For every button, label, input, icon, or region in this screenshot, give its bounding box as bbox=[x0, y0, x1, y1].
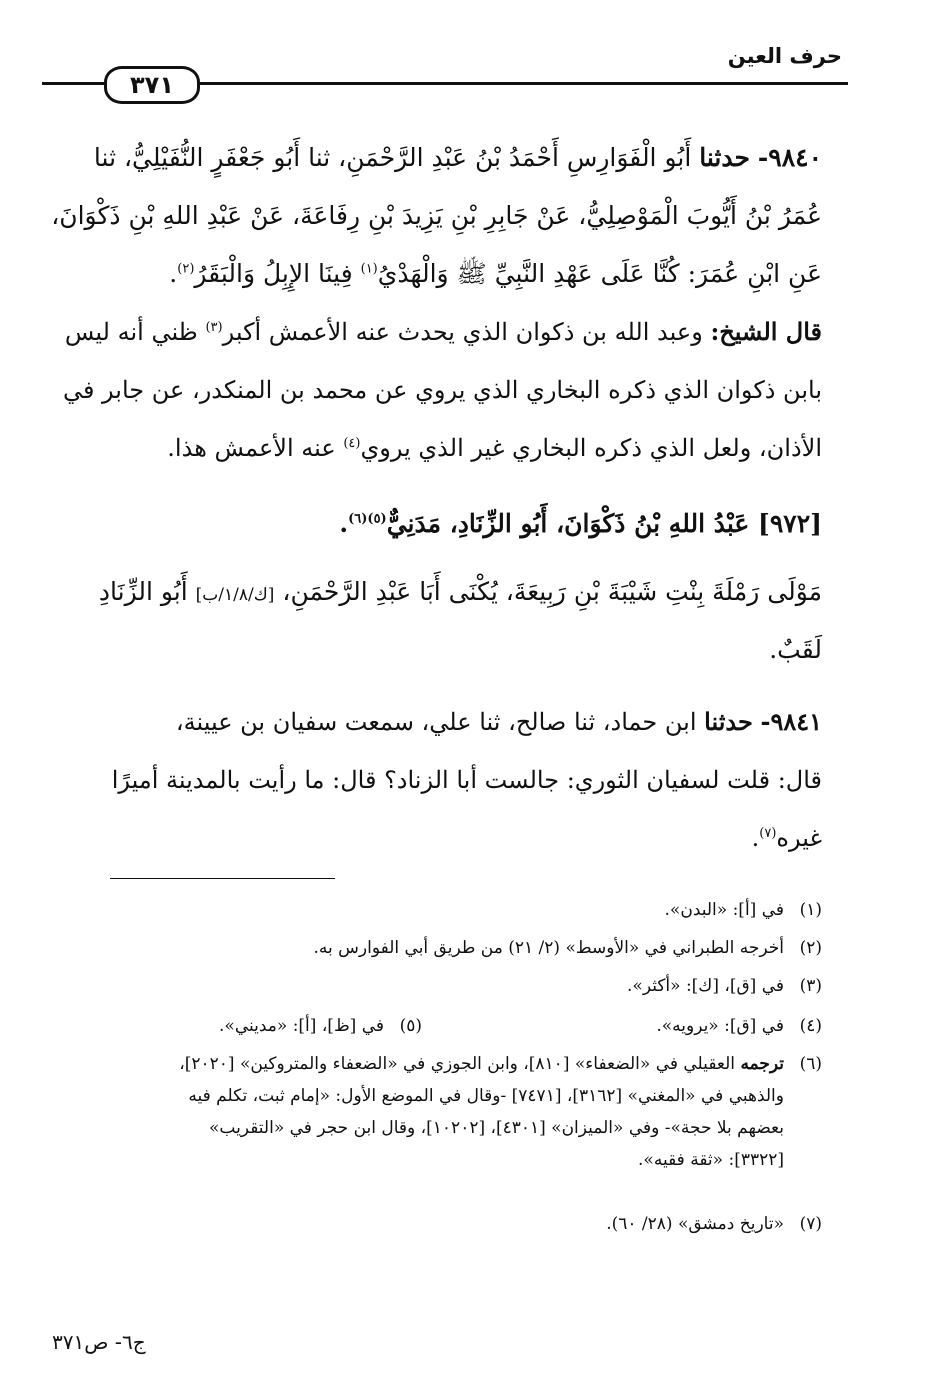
footnote-bold: ترجمه bbox=[740, 1054, 784, 1074]
volume-page-ref: ج٦- ص٣٧١ bbox=[52, 1330, 146, 1354]
comment-line-2: بابن ذكوان الذي ذكره البخاري الذي يروي عن محمد بن المنكدر، عن جابر في bbox=[62, 376, 822, 404]
hadith-text: عَنِ ابْنِ عُمَرَ: كُنَّا عَلَى عَهْدِ النَّبِيِّ ﷺ وَالْهَدْيُ bbox=[377, 259, 822, 288]
page-number: ٣٧١ bbox=[104, 66, 200, 104]
comment-text: الأذان، ولعل الذي ذكره البخاري غير الذي يروي bbox=[360, 434, 822, 462]
footnote-2 bbox=[52, 936, 822, 960]
period: . bbox=[751, 824, 760, 852]
chapter-title: حرف العين bbox=[727, 44, 842, 68]
hadith-text: أَبُو الْفَوَارِسِ أَحْمَدُ بْنُ عَبْدِ الرَّحْمَنِ، ثنا أَبُو جَعْفَرٍ النُّفَيْلِيُّ، ثنا bbox=[93, 143, 692, 172]
hadith-text: غيره bbox=[776, 824, 822, 852]
manuscript-ref: [ك/١/٨/ب] bbox=[195, 585, 275, 605]
bio-line-2: لَقَبٌ. bbox=[769, 635, 822, 664]
hadith-opening: حدثنا bbox=[699, 143, 750, 172]
footnote-6 bbox=[52, 1052, 822, 1172]
footnote-7 bbox=[52, 1212, 822, 1236]
entry-972-bio bbox=[52, 572, 822, 688]
footnote-text: في [ق]: «يرويه». bbox=[656, 1016, 784, 1036]
footnote-ref: (٣) bbox=[205, 320, 223, 335]
comment-opening: قال الشيخ: bbox=[710, 317, 822, 346]
footnote-text: في [أ]: «البدن». bbox=[664, 900, 784, 920]
footnote-text: في [ق]، [ك]: «أكثر». bbox=[627, 976, 784, 996]
period: . bbox=[169, 259, 178, 288]
footnote-ref: (٤) bbox=[343, 436, 361, 451]
hadith-9840-line-2: عُمَرُ بْنُ أَيُّوبَ الْمَوْصِلِيُّ، عَنْ جَابِرِ بْنِ يَزِيدَ بْنِ رِفَاعَةَ، عَنْ عَبْدِ اللهِ بْنِ ذَكْوَانَ، bbox=[51, 201, 822, 230]
comment-line-1 bbox=[52, 312, 822, 370]
footnote-6-line-4: [٣٣٢٢]: «ثقة فقيه». bbox=[638, 1150, 784, 1170]
comment-text: وعبد الله بن ذكوان الذي يحدث عنه الأعمش أكبر bbox=[222, 318, 703, 346]
hadith-number: ٩٨٤١- bbox=[760, 707, 822, 736]
footnote-ref: (٢) bbox=[177, 261, 195, 277]
entry-972 bbox=[52, 504, 822, 562]
footnote-5 bbox=[62, 1014, 422, 1038]
footnote-text: في [ظ]، [أ]: «مديني». bbox=[219, 1016, 384, 1036]
bio-line-1 bbox=[52, 572, 822, 630]
footnote-ref: (٥)(٦) bbox=[348, 511, 387, 527]
footnote-number: (٥) bbox=[399, 1016, 422, 1036]
footnote-rule bbox=[110, 878, 335, 879]
hadith-9841-line-1 bbox=[52, 702, 822, 760]
footnote-1 bbox=[52, 898, 822, 922]
comment-line-3 bbox=[52, 428, 822, 486]
period: . bbox=[339, 509, 349, 538]
footnote-number: (٢) bbox=[799, 938, 822, 958]
footnote-6-line-1 bbox=[52, 1052, 822, 1076]
entry-heading bbox=[52, 504, 822, 562]
hadith-number: ٩٨٤٠- bbox=[757, 143, 822, 172]
hadith-9841-line-2: قال: قلت لسفيان الثوري: جالست أبا الزناد؟ قال: ما رأيت بالمدينة أميرًا bbox=[111, 766, 822, 794]
hadith-9841-line-3 bbox=[52, 818, 822, 876]
comment-text: ظني أنه ليس bbox=[64, 318, 198, 346]
footnote-text: أخرجه الطبراني في «الأوسط» (٢/ ٢١) من طريق أبي الفوارس به. bbox=[313, 938, 784, 958]
hadith-9840-line-3 bbox=[52, 254, 822, 312]
footnote-6-line-2: والذهبي في «المغني» [٣١٦٢]، [٧٤٧١] -وقال في الموضع الأول: «إمام ثبت، تكلم فيه bbox=[188, 1086, 784, 1106]
hadith-9840-line-1 bbox=[52, 138, 822, 196]
hadith-text: ابن حماد، ثنا صالح، ثنا علي، سمعت سفيان بن عيينة، bbox=[175, 708, 697, 736]
footnote-text: «تاريخ دمشق» (٢٨/ ٦٠). bbox=[606, 1214, 784, 1234]
footnote-3 bbox=[52, 974, 822, 998]
footnote-ref: (٧) bbox=[759, 826, 777, 841]
footnote-number: (٤) bbox=[799, 1016, 822, 1036]
comment-text: عنه الأعمش هذا. bbox=[167, 434, 336, 462]
sheikh-comment bbox=[52, 312, 822, 486]
footnote-ref: (١) bbox=[360, 261, 378, 277]
bio-text: مَوْلَى رَمْلَةَ بِنْتِ شَيْبَةَ بْنِ رَبِيعَةَ، يُكْنَى أَبَا عَبْدِ الرَّحْمَنِ، bbox=[282, 577, 822, 606]
footnote-number: (١) bbox=[799, 900, 822, 920]
hadith-9841 bbox=[52, 702, 822, 876]
hadith-opening: حدثنا bbox=[704, 707, 753, 736]
hadith-text: فِينَا الإِبِلُ وَالْبَقَرُ bbox=[194, 259, 353, 288]
footnote-number: (٦) bbox=[799, 1054, 822, 1074]
footnote-number: (٧) bbox=[799, 1214, 822, 1234]
entry-heading-text: [٩٧٢] عَبْدُ اللهِ بْنُ ذَكْوَانَ، أَبُو الزِّنَادِ، مَدَنِيٌّ bbox=[386, 509, 822, 538]
bio-text: أَبُو الزِّنَادِ bbox=[98, 577, 188, 606]
hadith-9840 bbox=[52, 138, 822, 312]
footnote-text: العقيلي في «الضعفاء» [٨١٠]، وابن الجوزي في «الضعفاء والمتروكين» [٢٠٢٠]، bbox=[179, 1054, 736, 1074]
footnote-6-line-3: بعضهم بلا حجة»- وفي «الميزان» [٤٣٠١]، [١٠٢٠٢]، وقال ابن حجر في «التقريب» bbox=[208, 1118, 784, 1138]
footnote-number: (٣) bbox=[799, 976, 822, 996]
